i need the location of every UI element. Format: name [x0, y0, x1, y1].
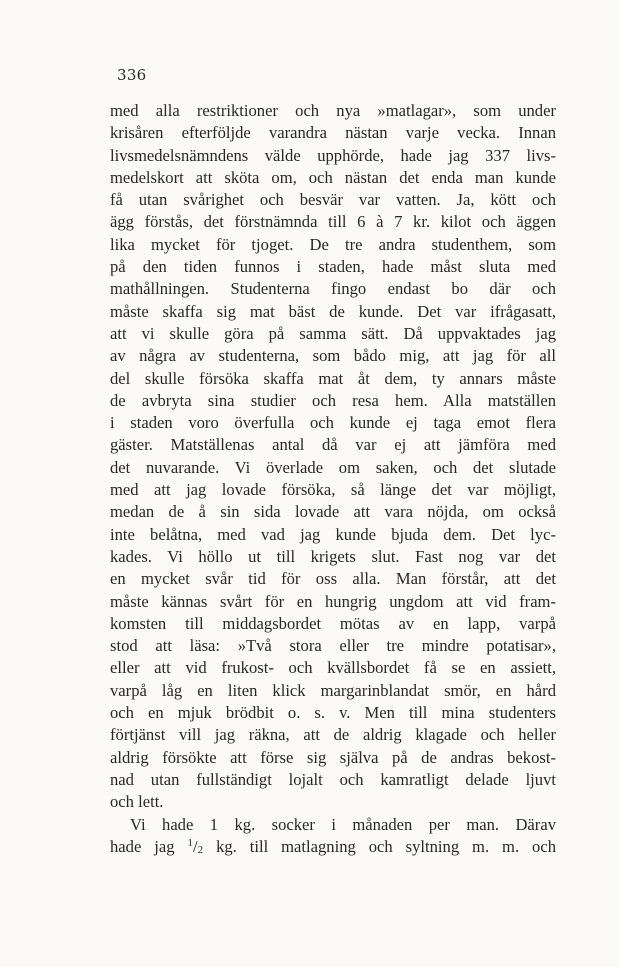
text-line: livsmedelsnämndens välde upphörde, hade jag 337 livs-: [110, 145, 556, 165]
text-line: de avbryta sina studier och resa hem. Alla matställen: [110, 390, 556, 410]
text-line: nad utan fullständigt lojalt och kamratligt delade ljuvt: [110, 769, 556, 789]
text-line: och en mjuk brödbit o. s. v. Men till mina studenters: [110, 703, 556, 723]
text-line: med alla restriktioner och nya »matlagar», som under: [110, 101, 556, 120]
text-line: mathållningen. Studenterna fingo endast bo där och: [110, 279, 556, 299]
page-number: 336: [117, 66, 147, 84]
text-line: få utan svårighet och besvär var vatten. Ja, kött och: [110, 190, 556, 210]
text-line: inte belåtna, med vad jag kunde bjuda dem. Det lyc-: [110, 524, 556, 544]
text-line: och lett.: [110, 792, 164, 812]
text-line: med att jag lovade försöka, så länge det var möjligt,: [110, 480, 556, 500]
text-line: varpå låg en liten klick margarinblandat smör, en hård: [110, 680, 556, 700]
text-line: komsten till middagsbordet mötas av en lapp, varpå: [110, 613, 556, 633]
paragraph: [110, 100, 556, 814]
text-line: måste kännas svårt för en hungrig ungdom att vid fram-: [110, 591, 556, 611]
text-line: i staden voro överfulla och kunde ej taga emot flera: [110, 413, 556, 433]
fraction: [188, 837, 204, 856]
text-line: krisåren efterföljde varandra nästan varje vecka. Innan: [110, 123, 556, 143]
text-line: av några av studenterna, som bådo mig, att jag för all: [110, 346, 556, 366]
text-segment: kg. till matlagning och syltning m. m. och: [216, 836, 557, 856]
paragraph: [110, 814, 556, 859]
text-line: att vi skulle göra på samma sätt. Då uppvaktades jag: [110, 323, 556, 343]
text-line: en mycket svår tid för oss alla. Man förstår, att det: [110, 569, 556, 589]
text-line: stod att läsa: »Två stora eller tre mindre potatisar»,: [110, 636, 556, 656]
text-line: medan de å sin sida lovade att vara nöjda, om också: [110, 502, 556, 522]
fraction-separator: /: [193, 836, 198, 856]
text-line: del skulle försöka skaffa mat åt dem, ty annars måste: [110, 368, 556, 388]
text-line: ägg förstås, det förstnämnda till 6 à 7 kr. kilot och äggen: [110, 212, 556, 232]
text-line: det nuvarande. Vi överlade om saken, och det slutade: [110, 457, 556, 477]
text-line: eller att vid frukost- och kvällsbordet få se en assiett,: [110, 658, 556, 678]
text-line: måste skaffa sig mat bäst de kunde. Det var ifrågasatt,: [110, 301, 556, 321]
body-text: [110, 100, 556, 858]
text-line: medelskort att sköta om, och nästan det enda man kunde: [110, 167, 556, 187]
text-line: förtjänst vill jag räkna, att de aldrig klagade och heller: [110, 725, 556, 745]
text-line: kades. Vi höllo ut till krigets slut. Fast nog var det: [110, 546, 556, 566]
text-line: lika mycket för tjoget. De tre andra studenthem, som: [110, 234, 556, 254]
fraction-denominator: 2: [197, 843, 204, 856]
text-line: på den tiden funnos i staden, hade måst sluta med: [110, 257, 556, 277]
text-line: [110, 836, 556, 858]
text-segment: hade jag: [110, 836, 175, 856]
text-line: gäster. Matställenas antal då var ej att jämföra med: [110, 435, 556, 455]
text-line: aldrig försökte att förse sig själva på de andras bekost-: [110, 747, 556, 767]
text-line: Vi hade 1 kg. socker i månaden per man. Därav: [130, 814, 556, 834]
fraction-numerator: 1: [187, 836, 193, 849]
